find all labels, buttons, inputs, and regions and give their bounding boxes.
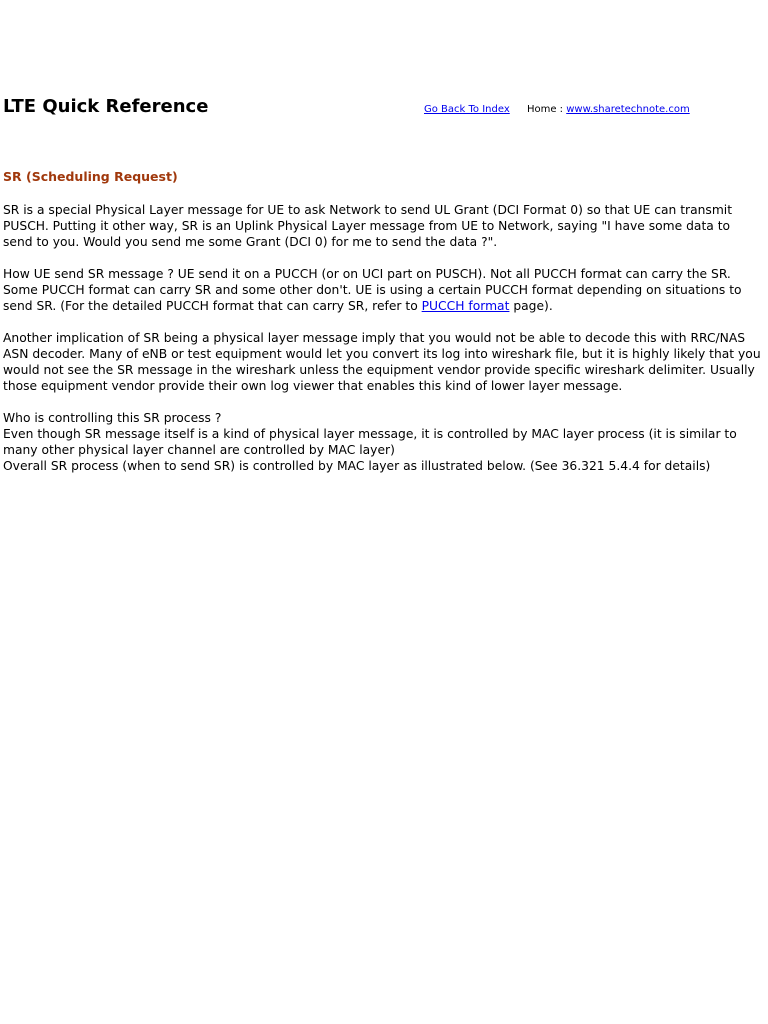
pucch-format-link[interactable]: PUCCH format — [421, 299, 510, 313]
paragraph-sr-mac-control: Even though SR message itself is a kind of physical layer message, it is controlled by MAC layer process (it is similar to many other physical layer channel are controlled by MAC layer) — [3, 427, 737, 457]
home-site-link[interactable]: www.sharetechnote.com — [566, 104, 690, 115]
paragraph-sr-decoding: Another implication of SR being a physical layer message imply that you would not be able to decode this with RRC/NAS ASN decoder. Many of eNB or test equipment would let you convert its log into wireshark file, but it is highly likely that you would not see the SR message in the wireshark unless the equipment vendor provide specific wireshark delimiter. Usually those equipment vendor provide their own log viewer that enables this kind of lower layer message. — [3, 331, 761, 393]
go-back-to-index-link[interactable]: Go Back To Index — [424, 104, 510, 115]
paragraph-sr-transmission — [3, 266, 763, 314]
paragraph-text: How UE send SR message ? UE send it on a PUCCH (or on UCI part on PUSCH). Not all PUCCH format can carry the SR. Some PUCCH format can carry SR and some other don't. UE is using a certain PUCCH format depending on situations to send SR. (For the detailed PUCCH format that can carry SR, refer to — [3, 267, 742, 313]
paragraph-text: page). — [509, 299, 553, 313]
paragraph-sr-overall: Overall SR process (when to send SR) is controlled by MAC layer as illustrated below. (See 36.321 5.4.4 for details) — [3, 459, 711, 473]
section-title: SR (Scheduling Request) — [3, 169, 178, 184]
article-content — [3, 168, 763, 474]
paragraph-sr-question: Who is controlling this SR process ? — [3, 411, 222, 425]
home-label: Home : — [526, 104, 564, 115]
header-links — [424, 103, 690, 116]
page-header — [3, 95, 763, 125]
paragraph-sr-definition: SR is a special Physical Layer message for UE to ask Network to send UL Grant (DCI Format 0) so that UE can transmit PUSCH. Putting it other way, SR is an Uplink Physical Layer message from UE to Network, saying "I have some data to send to you. Would you send me some Grant (DCI 0) for me to send the data ?". — [3, 203, 733, 249]
page-title: LTE Quick Reference — [3, 96, 209, 117]
